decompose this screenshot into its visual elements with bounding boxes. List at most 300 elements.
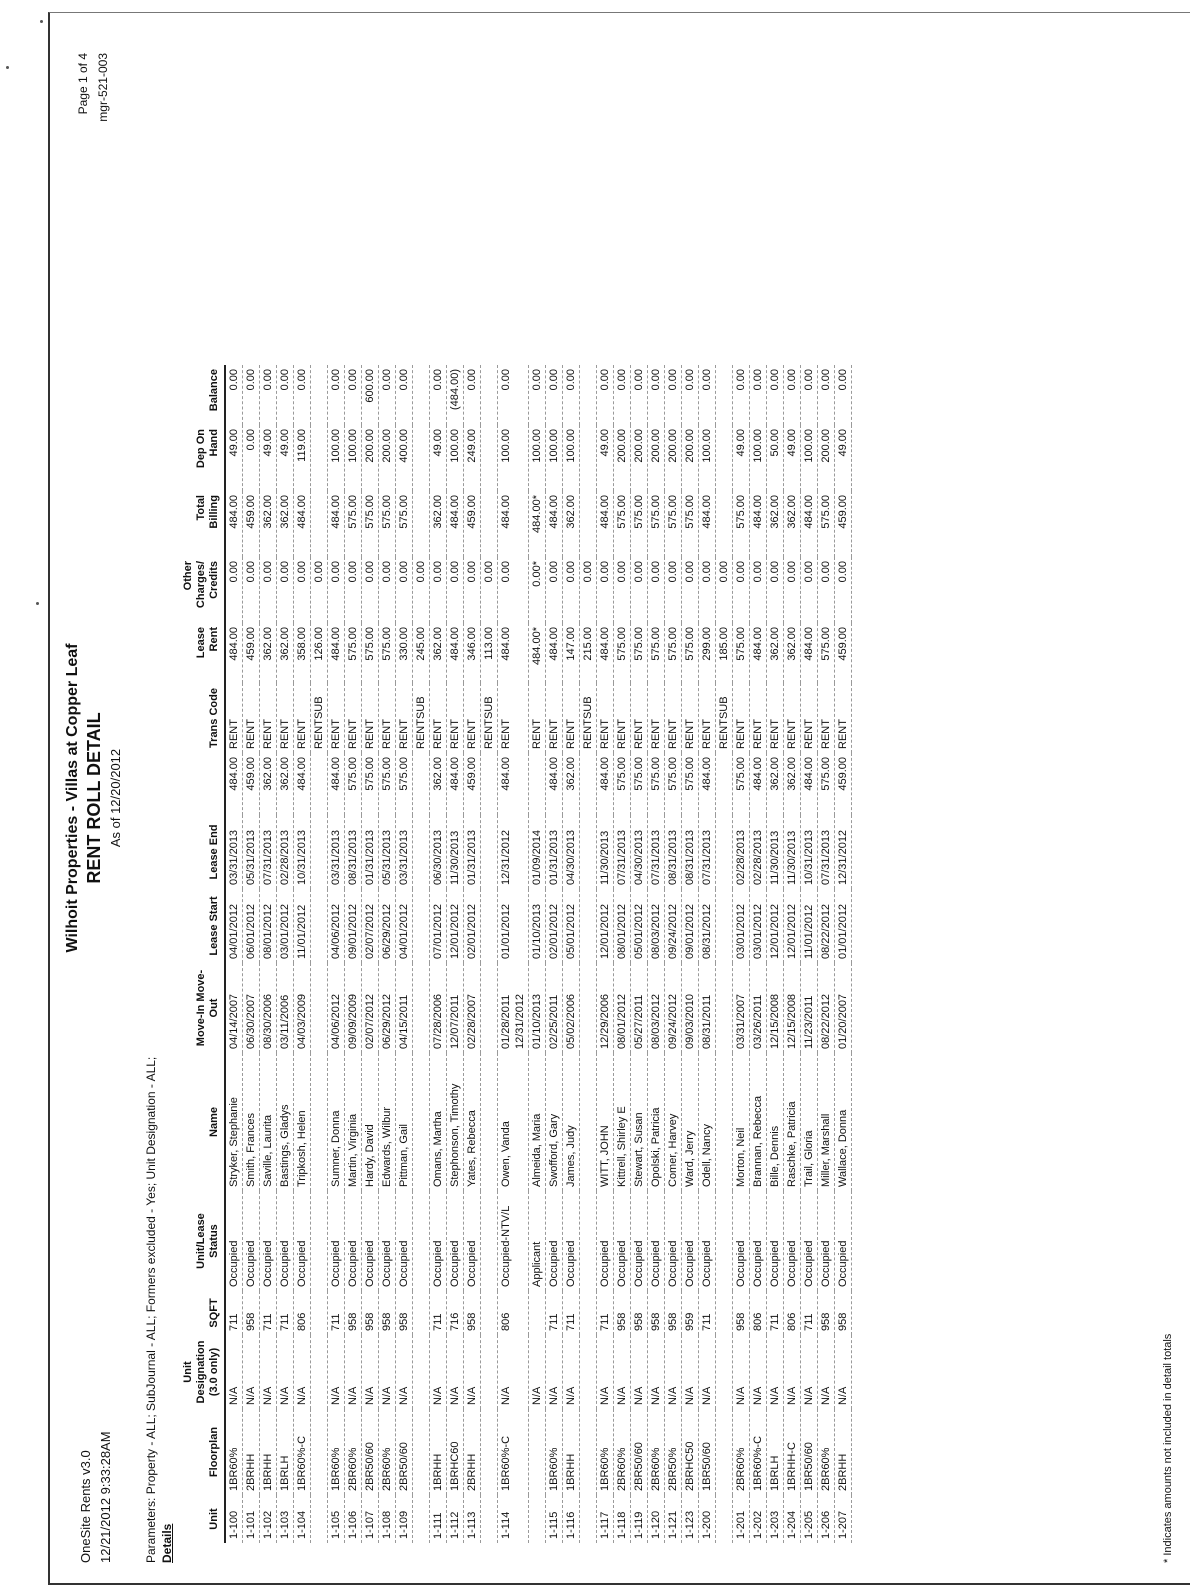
cell-deposit: 200.00 (362, 425, 379, 491)
cell-other-charges: 0.00 (767, 557, 784, 623)
report-id: mgr-521-003 (96, 53, 110, 122)
cell-lease-start: 05/01/2012 (631, 889, 648, 963)
cell-unit-designation: N/A (430, 1335, 447, 1409)
cell-unit: 1-206 (818, 1495, 835, 1543)
cell-deposit: 49.00 (260, 425, 277, 491)
cell-deposit: 100.00 (563, 425, 580, 491)
cell-lease-rent: 484.00 (447, 623, 464, 683)
cell-status: Occupied (784, 1191, 801, 1291)
cell-unit-designation: N/A (328, 1335, 345, 1409)
cell-total-billing: 362.00 (277, 491, 294, 557)
cell-lease-end: 12/31/2012 (835, 815, 852, 889)
cell-lease-end: 11/30/2013 (784, 815, 801, 889)
cell-lease-start: 02/01/2012 (546, 889, 563, 963)
cell-lease-end: 01/09/2014 (529, 815, 546, 889)
col-lease-start: Lease Start (182, 889, 225, 963)
cell-lease-end: 01/31/2013 (546, 815, 563, 889)
cell-lease-start: 06/01/2012 (243, 889, 260, 963)
cell-lease-start (311, 889, 328, 963)
cell-lease-start: 09/01/2012 (682, 889, 699, 963)
cell-sqft (413, 1291, 430, 1335)
table-row (682, 365, 699, 1543)
cell-total-billing: 484.00 (699, 491, 716, 557)
table-row (614, 365, 631, 1543)
cell-unit: 1-116 (563, 1495, 580, 1543)
cell-sqft: 711 (260, 1291, 277, 1335)
cell-lease-start (413, 889, 430, 963)
cell-trans-code: RENT (260, 683, 277, 753)
cell-other-charges: 0.00 (631, 557, 648, 623)
cell-unit: 1-121 (665, 1495, 682, 1543)
cell-lease-end: 07/31/2013 (614, 815, 631, 889)
cell-other-charges: 0.00* (529, 557, 546, 623)
cell-name: Stryker, Stephanie (225, 1053, 243, 1191)
cell-status: Occupied (379, 1191, 396, 1291)
cell-sqft: 806 (750, 1291, 767, 1335)
cell-balance: 0.00 (464, 365, 481, 425)
cell-lease-end: 07/31/2013 (260, 815, 277, 889)
cell-status: Occupied (750, 1191, 767, 1291)
cell-lease-rent: 346.00 (464, 623, 481, 683)
cell-floorplan: 1BRHH-C (784, 1409, 801, 1495)
cell-unit-designation: N/A (277, 1335, 294, 1409)
cell-unit-designation: N/A (362, 1335, 379, 1409)
cell-unit-designation (413, 1335, 430, 1409)
cell-unit-designation: N/A (767, 1335, 784, 1409)
cell-floorplan: 1BRLH (767, 1409, 784, 1495)
cell-amount: 362.00 (563, 753, 580, 815)
cell-trans-code: RENT (648, 683, 665, 753)
cell-total-billing: 362.00 (430, 491, 447, 557)
cell-trans-code: RENT (818, 683, 835, 753)
cell-lease-rent: 484.00* (529, 623, 546, 683)
cell-lease-rent: 575.00 (665, 623, 682, 683)
cell-name: Kittrell, Shirley E (614, 1053, 631, 1191)
cell-floorplan: 2BR60% (648, 1409, 665, 1495)
cell-lease-end: 08/31/2013 (665, 815, 682, 889)
cell-other-charges: 0.00 (464, 557, 481, 623)
cell-lease-start: 09/24/2012 (665, 889, 682, 963)
cell-name: Opolski, Patricia (648, 1053, 665, 1191)
cell-unit: 1-111 (430, 1495, 447, 1543)
cell-lease-start: 04/01/2012 (396, 889, 413, 963)
cell-amount: 484.00 (294, 753, 311, 815)
cell-unit (529, 1495, 546, 1543)
cell-balance: 0.00 (225, 365, 243, 425)
cell-total-billing: 575.00 (362, 491, 379, 557)
cell-amount (716, 753, 733, 815)
cell-amount: 484.00 (699, 753, 716, 815)
cell-total-billing: 484.00 (546, 491, 563, 557)
cell-balance: 0.00 (767, 365, 784, 425)
cell-sqft: 958 (614, 1291, 631, 1335)
table-row (784, 365, 801, 1543)
col-trans-code: Trans Code (182, 683, 225, 753)
cell-unit: 1-200 (699, 1495, 716, 1543)
cell-other-charges: 0.00 (580, 557, 597, 623)
cell-trans-code: RENT (225, 683, 243, 753)
cell-floorplan: 2BRHC50 (682, 1409, 699, 1495)
cell-status: Occupied (345, 1191, 362, 1291)
print-timestamp: 12/21/2012 9:33:28AM (98, 1431, 113, 1563)
cell-other-charges: 0.00 (225, 557, 243, 623)
cell-amount: 484.00 (225, 753, 243, 815)
report-parameters: Parameters: Property - ALL; SubJournal - ALL; Formers excluded - Yes; Unit Designation - ALL; (144, 1056, 158, 1563)
table-row (716, 365, 733, 1543)
cell-unit-designation: N/A (818, 1335, 835, 1409)
cell-amount: 484.00 (750, 753, 767, 815)
cell-total-billing: 575.00 (682, 491, 699, 557)
cell-move-in-out: 04/06/2012 (328, 963, 345, 1053)
col-sqft: SQFT (182, 1291, 225, 1335)
table-row (563, 365, 580, 1543)
cell-lease-start: 12/01/2012 (767, 889, 784, 963)
cell-total-billing: 575.00 (614, 491, 631, 557)
cell-unit (580, 1495, 597, 1543)
cell-status: Occupied (362, 1191, 379, 1291)
cell-lease-end: 03/31/2013 (328, 815, 345, 889)
table-row (277, 365, 294, 1543)
cell-lease-start: 02/07/2012 (362, 889, 379, 963)
cell-lease-end: 12/31/2012 (498, 815, 529, 889)
cell-total-billing: 575.00 (631, 491, 648, 557)
cell-name: Hardy, David (362, 1053, 379, 1191)
cell-lease-end: 07/31/2013 (699, 815, 716, 889)
cell-balance (580, 365, 597, 425)
col-deposit-on-hand: Dep On Hand (182, 425, 225, 491)
cell-lease-rent: 484.00 (225, 623, 243, 683)
cell-lease-end: 02/28/2013 (277, 815, 294, 889)
cell-lease-rent: 113.00 (481, 623, 498, 683)
cell-unit: 1-100 (225, 1495, 243, 1543)
cell-deposit (481, 425, 498, 491)
cell-move-in-out (413, 963, 430, 1053)
cell-lease-end: 07/31/2013 (648, 815, 665, 889)
cell-unit-designation: N/A (699, 1335, 716, 1409)
cell-unit: 1-115 (546, 1495, 563, 1543)
col-other-charges: Other Charges/ Credits (182, 557, 225, 623)
cell-lease-rent: 575.00 (345, 623, 362, 683)
cell-trans-code: RENT (529, 683, 546, 753)
cell-amount: 575.00 (648, 753, 665, 815)
cell-status: Occupied (328, 1191, 345, 1291)
cell-deposit: 119.00 (294, 425, 311, 491)
cell-lease-start: 08/01/2012 (260, 889, 277, 963)
cell-deposit: 200.00 (665, 425, 682, 491)
table-row (529, 365, 546, 1543)
cell-floorplan (311, 1409, 328, 1495)
cell-status: Occupied (546, 1191, 563, 1291)
cell-sqft: 958 (396, 1291, 413, 1335)
cell-other-charges: 0.00 (311, 557, 328, 623)
cell-deposit (311, 425, 328, 491)
cell-trans-code: RENT (277, 683, 294, 753)
cell-floorplan: 2BR50/60 (631, 1409, 648, 1495)
cell-lease-start: 12/01/2012 (597, 889, 614, 963)
cell-sqft (481, 1291, 498, 1335)
cell-balance: 0.00 (835, 365, 852, 425)
rent-roll-rows (225, 365, 852, 1543)
cell-lease-end: 10/31/2013 (801, 815, 818, 889)
cell-unit-designation: N/A (294, 1335, 311, 1409)
cell-lease-start: 03/01/2012 (750, 889, 767, 963)
cell-deposit: 49.00 (835, 425, 852, 491)
cell-trans-code: RENT (699, 683, 716, 753)
cell-name: Miller, Marshall (818, 1053, 835, 1191)
cell-unit-designation: N/A (529, 1335, 546, 1409)
cell-unit-designation: N/A (648, 1335, 665, 1409)
cell-lease-start (481, 889, 498, 963)
cell-sqft: 806 (294, 1291, 311, 1335)
cell-amount: 575.00 (396, 753, 413, 815)
cell-other-charges: 0.00 (733, 557, 750, 623)
cell-deposit: 200.00 (648, 425, 665, 491)
cell-sqft: 958 (243, 1291, 260, 1335)
cell-other-charges: 0.00 (498, 557, 529, 623)
cell-trans-code: RENT (784, 683, 801, 753)
cell-trans-code: RENT (750, 683, 767, 753)
scan-speck (40, 20, 43, 23)
cell-unit-designation: N/A (682, 1335, 699, 1409)
cell-lease-end: 11/30/2013 (597, 815, 614, 889)
cell-unit-designation (311, 1335, 328, 1409)
cell-balance: 0.00 (597, 365, 614, 425)
cell-name: Raschke, Patricia (784, 1053, 801, 1191)
cell-status: Occupied (225, 1191, 243, 1291)
cell-other-charges: 0.00 (430, 557, 447, 623)
cell-floorplan: 2BR60% (345, 1409, 362, 1495)
cell-move-in-out: 06/30/2007 (243, 963, 260, 1053)
col-status: Unit/Lease Status (182, 1191, 225, 1291)
table-row (447, 365, 464, 1543)
cell-trans-code: RENT (243, 683, 260, 753)
cell-name: Morton, Neil (733, 1053, 750, 1191)
cell-deposit: 200.00 (379, 425, 396, 491)
cell-floorplan: 1BRHH (430, 1409, 447, 1495)
cell-lease-end: 06/30/2013 (430, 815, 447, 889)
details-label: Details (160, 1523, 174, 1563)
cell-unit: 1-106 (345, 1495, 362, 1543)
col-amount (182, 753, 225, 815)
cell-lease-start: 01/10/2013 (529, 889, 546, 963)
cell-name: Martin, Virginia (345, 1053, 362, 1191)
cell-move-in-out (716, 963, 733, 1053)
cell-move-in-out: 08/22/2012 (818, 963, 835, 1053)
cell-deposit: 200.00 (818, 425, 835, 491)
cell-status: Occupied (260, 1191, 277, 1291)
cell-lease-end: 11/30/2013 (447, 815, 464, 889)
cell-unit-designation: N/A (260, 1335, 277, 1409)
cell-move-in-out: 01/20/2007 (835, 963, 852, 1053)
cell-unit: 1-114 (498, 1495, 529, 1543)
table-row (648, 365, 665, 1543)
cell-floorplan: 1BR60%-C (498, 1409, 529, 1495)
cell-lease-end: 04/30/2013 (563, 815, 580, 889)
cell-name (311, 1053, 328, 1191)
cell-lease-start: 04/01/2012 (225, 889, 243, 963)
cell-trans-code: RENTSUB (413, 683, 430, 753)
cell-unit: 1-202 (750, 1495, 767, 1543)
table-row (835, 365, 852, 1543)
cell-unit: 1-205 (801, 1495, 818, 1543)
cell-move-in-out: 03/11/2006 (277, 963, 294, 1053)
cell-unit-designation (580, 1335, 597, 1409)
table-row (750, 365, 767, 1543)
cell-lease-end (716, 815, 733, 889)
cell-name: Swofford, Gary (546, 1053, 563, 1191)
cell-lease-rent: 358.00 (294, 623, 311, 683)
cell-lease-start: 07/01/2012 (430, 889, 447, 963)
cell-balance: 600.00 (362, 365, 379, 425)
cell-lease-rent: 362.00 (260, 623, 277, 683)
cell-deposit: 200.00 (682, 425, 699, 491)
table-row (430, 365, 447, 1543)
cell-move-in-out: 04/14/2007 (225, 963, 243, 1053)
cell-balance: 0.00 (529, 365, 546, 425)
cell-name: Almeida, Maria (529, 1053, 546, 1191)
cell-other-charges: 0.00 (818, 557, 835, 623)
cell-balance: 0.00 (801, 365, 818, 425)
cell-name: Comer, Harvey (665, 1053, 682, 1191)
cell-status: Occupied (835, 1191, 852, 1291)
cell-name: Stewart, Susan (631, 1053, 648, 1191)
cell-trans-code: RENT (733, 683, 750, 753)
cell-floorplan (580, 1409, 597, 1495)
cell-name (481, 1053, 498, 1191)
cell-move-in-out: 01/10/2013 (529, 963, 546, 1053)
table-row (311, 365, 328, 1543)
cell-sqft (311, 1291, 328, 1335)
cell-name: Odell, Nancy (699, 1053, 716, 1191)
cell-status: Occupied (648, 1191, 665, 1291)
cell-total-billing: 575.00 (396, 491, 413, 557)
cell-lease-rent: 330.00 (396, 623, 413, 683)
table-row (546, 365, 563, 1543)
cell-lease-rent: 362.00 (767, 623, 784, 683)
cell-lease-rent: 299.00 (699, 623, 716, 683)
cell-total-billing: 484.00 (294, 491, 311, 557)
cell-other-charges: 0.00 (447, 557, 464, 623)
cell-deposit: 100.00 (546, 425, 563, 491)
cell-floorplan: 1BR50/60 (699, 1409, 716, 1495)
cell-lease-end: 07/31/2013 (818, 815, 835, 889)
cell-trans-code: RENT (546, 683, 563, 753)
cell-status: Occupied (631, 1191, 648, 1291)
cell-lease-rent: 575.00 (682, 623, 699, 683)
cell-amount: 575.00 (818, 753, 835, 815)
cell-trans-code: RENTSUB (481, 683, 498, 753)
cell-name (413, 1053, 430, 1191)
cell-sqft: 958 (818, 1291, 835, 1335)
cell-amount: 575.00 (631, 753, 648, 815)
cell-lease-end: 01/31/2013 (464, 815, 481, 889)
cell-sqft: 958 (464, 1291, 481, 1335)
cell-status: Occupied (733, 1191, 750, 1291)
cell-balance: 0.00 (345, 365, 362, 425)
cell-amount: 459.00 (464, 753, 481, 815)
cell-name: Pittman, Gail (396, 1053, 413, 1191)
cell-lease-rent: 575.00 (648, 623, 665, 683)
cell-other-charges: 0.00 (716, 557, 733, 623)
cell-status: Occupied (563, 1191, 580, 1291)
cell-unit-designation: N/A (225, 1335, 243, 1409)
cell-trans-code: RENTSUB (580, 683, 597, 753)
cell-move-in-out: 12/15/2008 (767, 963, 784, 1053)
cell-other-charges: 0.00 (481, 557, 498, 623)
cell-lease-end: 11/30/2013 (767, 815, 784, 889)
cell-other-charges: 0.00 (563, 557, 580, 623)
cell-sqft: 711 (225, 1291, 243, 1335)
table-header-row (182, 365, 225, 1543)
cell-lease-rent: 484.00 (750, 623, 767, 683)
table-row (631, 365, 648, 1543)
cell-balance: 0.00 (665, 365, 682, 425)
cell-amount: 459.00 (835, 753, 852, 815)
cell-name: Bastings, Gladys (277, 1053, 294, 1191)
cell-balance: 0.00 (498, 365, 529, 425)
cell-total-billing: 484.00 (597, 491, 614, 557)
table-row (243, 365, 260, 1543)
cell-move-in-out: 05/27/2011 (631, 963, 648, 1053)
cell-move-in-out: 11/23/2011 (801, 963, 818, 1053)
cell-balance: 0.00 (260, 365, 277, 425)
cell-floorplan: 1BR60% (546, 1409, 563, 1495)
cell-status (413, 1191, 430, 1291)
cell-other-charges: 0.00 (682, 557, 699, 623)
cell-total-billing (311, 491, 328, 557)
cell-status (716, 1191, 733, 1291)
cell-deposit (580, 425, 597, 491)
cell-floorplan: 2BR60% (818, 1409, 835, 1495)
cell-other-charges: 0.00 (597, 557, 614, 623)
cell-move-in-out: 08/01/2012 (614, 963, 631, 1053)
cell-sqft: 958 (379, 1291, 396, 1335)
cell-lease-end: 03/31/2013 (225, 815, 243, 889)
cell-floorplan (481, 1409, 498, 1495)
cell-total-billing: 575.00 (665, 491, 682, 557)
cell-total-billing: 575.00 (345, 491, 362, 557)
cell-sqft: 959 (682, 1291, 699, 1335)
cell-lease-start: 12/01/2012 (447, 889, 464, 963)
cell-other-charges: 0.00 (379, 557, 396, 623)
cell-sqft: 711 (597, 1291, 614, 1335)
cell-lease-start: 11/01/2012 (801, 889, 818, 963)
cell-amount: 362.00 (767, 753, 784, 815)
cell-unit: 1-112 (447, 1495, 464, 1543)
cell-sqft: 958 (345, 1291, 362, 1335)
cell-deposit: 400.00 (396, 425, 413, 491)
cell-unit: 1-101 (243, 1495, 260, 1543)
cell-move-in-out: 09/09/2009 (345, 963, 362, 1053)
cell-total-billing: 362.00 (260, 491, 277, 557)
cell-sqft: 806 (498, 1291, 529, 1335)
cell-lease-start: 08/22/2012 (818, 889, 835, 963)
cell-floorplan: 2BR50% (665, 1409, 682, 1495)
cell-amount: 575.00 (665, 753, 682, 815)
cell-unit-designation: N/A (631, 1335, 648, 1409)
cell-amount (481, 753, 498, 815)
cell-floorplan: 2BRHH (464, 1409, 481, 1495)
cell-sqft (716, 1291, 733, 1335)
cell-trans-code: RENT (563, 683, 580, 753)
cell-unit-designation: N/A (546, 1335, 563, 1409)
cell-trans-code: RENT (396, 683, 413, 753)
cell-unit: 1-103 (277, 1495, 294, 1543)
cell-lease-end: 02/28/2013 (733, 815, 750, 889)
property-title: Wilhoit Properties - Villas at Copper Leaf (64, 643, 81, 953)
cell-balance: 0.00 (430, 365, 447, 425)
cell-total-billing: 484.00 (801, 491, 818, 557)
